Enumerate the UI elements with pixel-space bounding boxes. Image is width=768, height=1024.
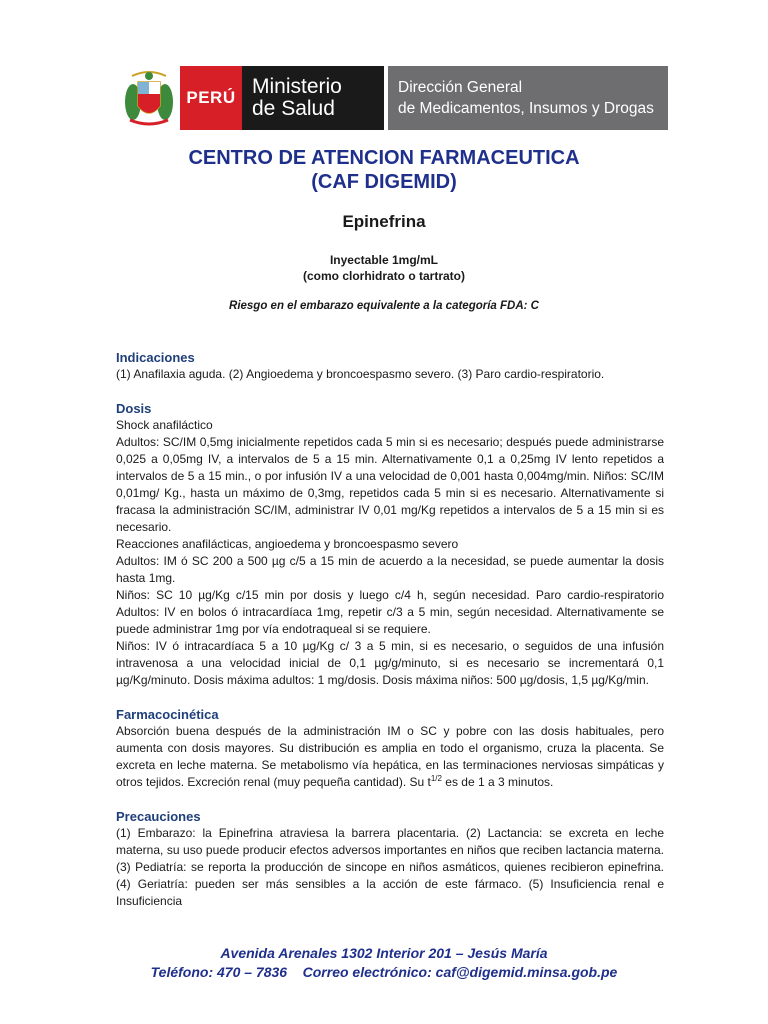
- farmaco-text-before: Absorción buena después de la administración IM o SC y pobre con las dosis habituales, pero aumenta con dosis mayores. Su distribución es amplia en todo el organismo, cruza la placenta. Se excreta en leche materna. Se metabolismo vía hepática, en las terminaciones nerviosas simpáticas y otros tejidos. Excreción renal (muy pequeña cantidad). Su t: [116, 724, 664, 789]
- dosis-paragraph: Niños: SC 10 µg/Kg c/15 min por dosis y luego c/4 h, según necesidad. Paro cardio-respiratorio Adultos: IV en bolos ó intracardíaca 1mg, repetir c/3 a 5 min, según necesidad. Alternativamente se puede administrar 1mg por vía endotraqueal si se requiere.: [116, 588, 664, 636]
- ministry-line1: Ministerio: [252, 75, 342, 98]
- dosis-paragraph: Shock anafiláctico: [116, 418, 213, 432]
- pregnancy-risk: Riesgo en el embarazo equivalente a la categoría FDA: C: [229, 300, 539, 312]
- section-dosis: [116, 400, 664, 689]
- header-banner: [118, 66, 668, 130]
- section-heading: Indicaciones: [116, 350, 195, 365]
- page-title: [0, 146, 768, 194]
- section-heading: Farmacocinética: [116, 707, 219, 722]
- section-heading: Precauciones: [116, 809, 201, 824]
- title-line2: (CAF DIGEMID): [311, 171, 457, 193]
- section-farmacocinetica: [116, 706, 664, 791]
- dosis-paragraph: Adultos: IM ó SC 200 a 500 µg c/5 a 15 min de acuerdo a la necesidad, se puede aumentar la dosis hasta 1mg.: [116, 554, 664, 585]
- drug-form: [0, 252, 768, 284]
- ministry-label: [242, 66, 384, 130]
- title-line1: CENTRO DE ATENCION FARMACEUTICA: [188, 147, 580, 169]
- dosis-paragraph: Adultos: SC/IM 0,5mg inicialmente repetidos cada 5 min si es necesario; después puede administrarse 0,025 a 0,05mg IV, a intervalos de 5 a 15 min. Alternativamente 0,1 a 0,25mg IV lento repetidos a intervalos de 5 a 15 min., o por infusión IV a una velocidad de 0,001 hasta 0,004mg/min. Niños: SC/IM 0,01mg/ Kg., hasta un máximo de 0,3mg, repetidos cada 5 min si es necesario. Alternativamente si fracasa la administración SC/IM, administrar IV 0,01 mg/Kg repetidos a intervalos de 5 a 15 min si es necesario.: [116, 435, 664, 534]
- section-text: (1) Anafilaxia aguda. (2) Angioedema y broncoespasmo severo. (3) Paro cardio-respiratorio.: [116, 367, 605, 381]
- drug-form-line1: Inyectable 1mg/mL: [329, 253, 439, 267]
- dosis-paragraph: Reacciones anafilácticas, angioedema y broncoespasmo severo: [116, 537, 459, 551]
- drug-name: Epinefrina: [342, 212, 426, 231]
- directorate-line1: Dirección General: [398, 79, 523, 96]
- section-text: [116, 723, 664, 791]
- footer-address: Avenida Arenales 1302 Interior 201 – Jesús María: [220, 945, 548, 961]
- section-heading: Dosis: [116, 401, 152, 416]
- coat-of-arms-icon: [118, 66, 180, 130]
- directorate-line2: de Medicamentos, Insumos y Drogas: [398, 100, 654, 117]
- section-precauciones: [116, 808, 664, 910]
- directorate-label: [388, 66, 668, 130]
- peru-label: PERÚ: [180, 66, 242, 130]
- section-indicaciones: [116, 349, 664, 383]
- section-text: (1) Embarazo: la Epinefrina atraviesa la barrera placentaria. (2) Lactancia: se excreta en leche materna, su uso puede producir efectos adversos importantes en niños que reciben lactancia materna. (3) Pediatría: se reporta la producción de sincope en niños asmáticos, quienes recibieron epinefrina. (4) Geriatría: pueden ser más sensibles a la acción de este fármaco. (5) Insuficiencia renal e Insuficiencia: [116, 826, 664, 908]
- drug-form-line2: (como clorhidrato o tartrato): [302, 269, 465, 283]
- dosis-paragraph: Niños: IV ó intracardíaca 5 a 10 µg/Kg c/ 3 a 5 min, si es necesario, o seguidos de una infusión intravenosa a una velocidad inicial de 0,1 µg/g/minuto, si es necesario se incrementará 0,1 µg/Kg/minuto. Dosis máxima adultos: 1 mg/dosis. Dosis máxima niños: 500 µg/dosis, 1,5 µg/Kg/min.: [116, 639, 664, 687]
- footer-contact: Teléfono: 470 – 7836 Correo electrónico: caf@digemid.minsa.gob.pe: [150, 964, 618, 980]
- footer: [0, 944, 768, 982]
- farmaco-text-after: es de 1 a 3 minutos.: [441, 775, 554, 789]
- half-life-superscript: 1/2: [430, 774, 442, 783]
- ministry-line2: de Salud: [252, 97, 335, 120]
